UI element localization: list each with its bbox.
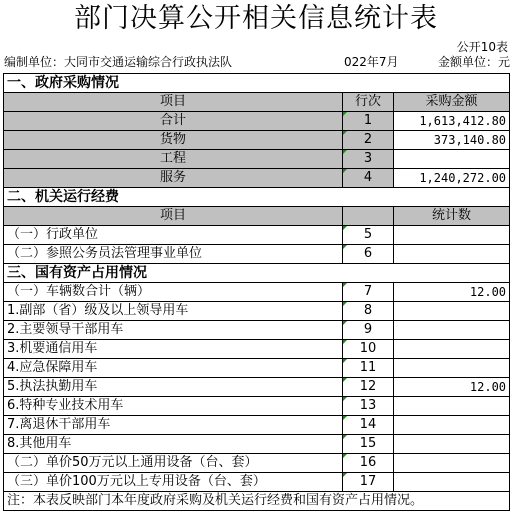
row-seq xyxy=(343,302,394,321)
asset-row xyxy=(4,359,510,378)
cell-marker-icon xyxy=(343,226,347,230)
asset-row xyxy=(4,321,510,340)
row-seq-text: 16 xyxy=(359,455,377,470)
row-seq-text: 10 xyxy=(359,341,377,356)
row-seq-text: 17 xyxy=(359,474,377,489)
row-label: 1.副部（省）级及以上领导用车 xyxy=(4,302,343,321)
cell-marker-icon xyxy=(343,435,347,439)
row-seq xyxy=(343,378,394,397)
row-value xyxy=(394,359,510,378)
cell-marker-icon xyxy=(343,245,347,249)
row-label: 工程 xyxy=(4,150,343,169)
asset-row xyxy=(4,473,510,492)
procurement-row xyxy=(4,150,510,169)
row-label: 3.机要通信用车 xyxy=(4,340,343,359)
cell-marker-icon xyxy=(343,302,347,306)
row-seq xyxy=(343,150,394,169)
operation-row xyxy=(4,226,510,245)
row-label: 4.应急保障用车 xyxy=(4,359,343,378)
row-seq xyxy=(343,435,394,454)
row-seq xyxy=(343,245,394,264)
asset-row xyxy=(4,340,510,359)
cell-marker-icon xyxy=(343,169,347,173)
row-label: 服务 xyxy=(4,169,343,188)
header-row xyxy=(4,207,510,226)
row-label: 合计 xyxy=(4,112,343,131)
row-label: 6.特种专业技术用车 xyxy=(4,397,343,416)
section-row xyxy=(4,188,510,207)
row-value: 373,140.80 xyxy=(394,131,510,150)
cell-marker-icon xyxy=(343,131,347,135)
row-seq xyxy=(343,416,394,435)
row-seq xyxy=(343,131,394,150)
cell-marker-icon xyxy=(343,150,347,154)
row-label: 货物 xyxy=(4,131,343,150)
row-value xyxy=(394,397,510,416)
row-seq-text: 13 xyxy=(359,398,377,413)
report-date: 022年7月 xyxy=(344,55,399,69)
amount-unit: 金额单位：元 xyxy=(437,55,510,69)
cell-marker-icon xyxy=(343,397,347,401)
header-row xyxy=(4,93,510,112)
asset-row xyxy=(4,378,510,397)
row-seq-text: 5 xyxy=(363,227,373,242)
row-seq xyxy=(343,226,394,245)
row-seq xyxy=(343,473,394,492)
section-title: 三、国有资产占用情况 xyxy=(4,264,510,283)
cell-marker-icon xyxy=(343,473,347,477)
row-label: 5.执法执勤用车 xyxy=(4,378,343,397)
header-seq xyxy=(343,207,394,226)
row-seq-text: 2 xyxy=(363,132,373,147)
row-value xyxy=(394,321,510,340)
row-label: 8.其他用车 xyxy=(4,435,343,454)
row-seq xyxy=(343,397,394,416)
row-label: （一）车辆数合计（辆） xyxy=(4,283,343,302)
section-row xyxy=(4,264,510,283)
row-seq xyxy=(343,112,394,131)
row-seq-text: 6 xyxy=(363,246,373,261)
row-seq-text: 9 xyxy=(363,322,373,337)
header-seq: 行次 xyxy=(343,93,394,112)
operation-row xyxy=(4,245,510,264)
row-seq-text: 3 xyxy=(363,151,373,166)
row-value xyxy=(394,302,510,321)
row-seq-text: 4 xyxy=(363,170,373,185)
reporting-unit: 编制单位：大同市交通运输综合行政执法队 xyxy=(4,55,233,69)
row-value xyxy=(394,473,510,492)
section-row xyxy=(4,74,510,93)
row-value xyxy=(394,245,510,264)
row-seq-text: 14 xyxy=(359,417,377,432)
section-title: 一、政府采购情况 xyxy=(4,74,510,93)
row-value: 1,613,412.80 xyxy=(394,112,510,131)
row-value: 1,240,272.00 xyxy=(394,169,510,188)
asset-row xyxy=(4,435,510,454)
row-label: （二）单价50万元以上通用设备（台、套） xyxy=(4,454,343,473)
row-value xyxy=(394,435,510,454)
row-value xyxy=(394,150,510,169)
form-number: 公开10表 xyxy=(456,40,508,54)
row-value: 12.00 xyxy=(394,283,510,302)
row-seq xyxy=(343,283,394,302)
row-value xyxy=(394,340,510,359)
header-item: 项目 xyxy=(4,93,343,112)
row-value xyxy=(394,454,510,473)
header-amount: 采购金额 xyxy=(394,93,510,112)
row-seq xyxy=(343,340,394,359)
section-title: 二、机关运行经费 xyxy=(4,188,510,207)
row-value: 12.00 xyxy=(394,378,510,397)
page-title: 部门决算公开相关信息统计表 xyxy=(74,3,438,34)
header-item: 项目 xyxy=(4,207,343,226)
header-stat: 统计数 xyxy=(394,207,510,226)
cell-marker-icon xyxy=(343,378,347,382)
row-label: （三）单价100万元以上专用设备（台、套） xyxy=(4,473,343,492)
cell-marker-icon xyxy=(343,416,347,420)
cell-marker-icon xyxy=(343,359,347,363)
row-label: 7.离退休干部用车 xyxy=(4,416,343,435)
cell-marker-icon xyxy=(343,454,347,458)
row-seq-text: 7 xyxy=(363,284,373,299)
asset-row xyxy=(4,302,510,321)
procurement-row xyxy=(4,112,510,131)
cell-marker-icon xyxy=(343,340,347,344)
row-value xyxy=(394,416,510,435)
cell-marker-icon xyxy=(343,321,347,325)
row-seq xyxy=(343,359,394,378)
procurement-row xyxy=(4,169,510,188)
row-seq-text: 12 xyxy=(359,379,377,394)
cell-marker-icon xyxy=(343,112,347,116)
statistics-table xyxy=(3,73,510,511)
procurement-row xyxy=(4,131,510,150)
row-value xyxy=(394,226,510,245)
asset-row xyxy=(4,416,510,435)
row-seq-text: 15 xyxy=(359,436,377,451)
row-label: （二）参照公务员法管理事业单位 xyxy=(4,245,343,264)
asset-row xyxy=(4,454,510,473)
row-seq-text: 11 xyxy=(359,360,377,375)
note-row xyxy=(4,492,510,511)
row-seq xyxy=(343,169,394,188)
row-seq xyxy=(343,321,394,340)
asset-row xyxy=(4,283,510,302)
row-label: （一）行政单位 xyxy=(4,226,343,245)
row-seq-text: 1 xyxy=(363,113,373,128)
cell-marker-icon xyxy=(343,283,347,287)
asset-row xyxy=(4,397,510,416)
row-seq xyxy=(343,454,394,473)
row-seq-text: 8 xyxy=(363,303,373,318)
table-note: 注：本表反映部门本年度政府采购及机关运行经费和国有资产占用情况。 xyxy=(4,492,510,511)
row-label: 2.主要领导干部用车 xyxy=(4,321,343,340)
